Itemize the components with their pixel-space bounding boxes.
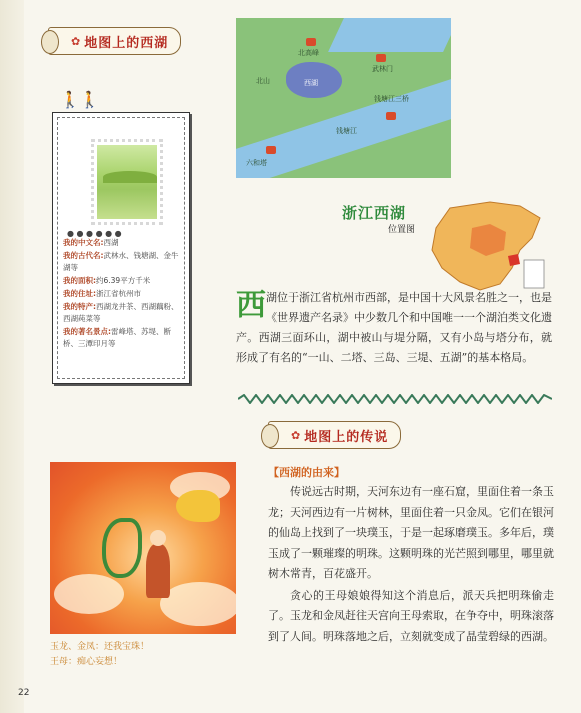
pavilion-icon xyxy=(266,146,276,154)
scroll-curl-icon xyxy=(261,424,279,448)
hikers-icon: 🚶🚶 xyxy=(60,90,100,109)
story-body xyxy=(268,482,554,648)
illustration-caption xyxy=(50,640,149,670)
pavilion-icon xyxy=(306,38,316,46)
page-number: 22 xyxy=(18,688,30,698)
caption-line: 玉龙、金凤：还我宝珠！ xyxy=(50,642,150,652)
story-heading: 【西湖的由来】 xyxy=(268,466,345,479)
pavilion-icon xyxy=(386,112,396,120)
zhejiang-highlight xyxy=(508,254,520,266)
page-edge xyxy=(0,0,24,713)
section-banner-map xyxy=(48,24,181,58)
info-row: 我的中文名:西湖 xyxy=(63,238,119,247)
banner-scroll xyxy=(268,421,401,449)
banner-scroll xyxy=(48,27,181,55)
map-label: 北山 xyxy=(256,77,270,85)
caption-line: 王母：痴心妄想！ xyxy=(50,657,123,667)
river-upper xyxy=(328,18,451,52)
info-row: 我的古代名:武林水、钱塘湖、金牛湖等 xyxy=(63,251,179,272)
queen-mother-figure xyxy=(146,544,170,598)
scroll-curl-icon xyxy=(41,30,59,54)
map-label: 武林门 xyxy=(372,65,393,73)
locator-subtitle: 位置图 xyxy=(388,225,416,235)
west-lake-map xyxy=(236,18,451,178)
locator-title: 浙江西湖 xyxy=(342,204,407,222)
info-row: 我的著名景点:雷峰塔、苏堤、断桥、三潭印月等 xyxy=(63,327,171,348)
flower-icon: ✿ xyxy=(71,34,81,48)
map-label: 钱塘江三桥 xyxy=(374,95,409,103)
info-card xyxy=(52,112,190,384)
jade-dragon-figure xyxy=(102,518,142,578)
story-paragraph: 贪心的王母娘娘得知这个消息后，派天兵把明珠偷走了。玉龙和金凤赶往天宫向王母索取，在争夺中，明珠滚落到了人间。明珠落地之后，立刻就变成了晶莹碧绿的西湖。 xyxy=(268,588,554,643)
map-label: 西湖 xyxy=(304,79,318,87)
map-label: 钱塘江 xyxy=(336,127,357,135)
info-row: 我的面积:约6.39平方千米 xyxy=(63,276,151,285)
spiral-icon: ● ● ● ● ● ● xyxy=(67,229,122,238)
drop-cap: 西 xyxy=(236,288,266,323)
golden-phoenix-figure xyxy=(176,490,220,522)
intro-paragraph xyxy=(236,288,552,368)
intro-text: 湖位于浙江省杭州市西部，是中国十大风景名胜之一，也是《世界遗产名录》中少数几个和中国唯一一个湖泊类文化遗产。西湖三面环山，湖中被山与堤分隔，又有小岛与塔分布，就形成了有名的“一山、二塔、三岛、三堤、五湖”的基本格局。 xyxy=(236,291,552,364)
zigzag-divider xyxy=(238,394,552,404)
china-locator-map xyxy=(420,198,550,298)
map-label: 六和塔 xyxy=(246,159,267,167)
stamp-image xyxy=(91,139,163,225)
legend-illustration xyxy=(50,462,236,634)
story-paragraph: 传说远古时期，天河东边有一座石窟，里面住着一条玉龙；天河西边有一片树林，里面住着一只金凤。它们在银河的仙岛上找到了一块璞玉，于是一起琢磨璞玉。多年后，璞玉成了一颗璀璨的明珠。这颗明珠的光芒照到哪里，哪里就树木常青，百花盛开。 xyxy=(268,485,554,580)
stamp-picture xyxy=(97,145,157,219)
south-sea-inset xyxy=(524,260,544,288)
section-title: 地图上的西湖 xyxy=(84,35,169,51)
card-info-list xyxy=(63,237,183,351)
info-row: 我的住址:浙江省杭州市 xyxy=(63,289,141,298)
flower-icon: ✿ xyxy=(291,428,301,442)
map-label: 北高峰 xyxy=(298,49,319,57)
section-banner-legend xyxy=(268,418,401,452)
section-title: 地图上的传说 xyxy=(304,429,389,445)
pavilion-icon xyxy=(376,54,386,62)
queen-mother-head xyxy=(150,530,166,546)
info-row: 我的特产:西湖龙井茶、西湖藕粉、西湖莼菜等 xyxy=(63,302,179,323)
